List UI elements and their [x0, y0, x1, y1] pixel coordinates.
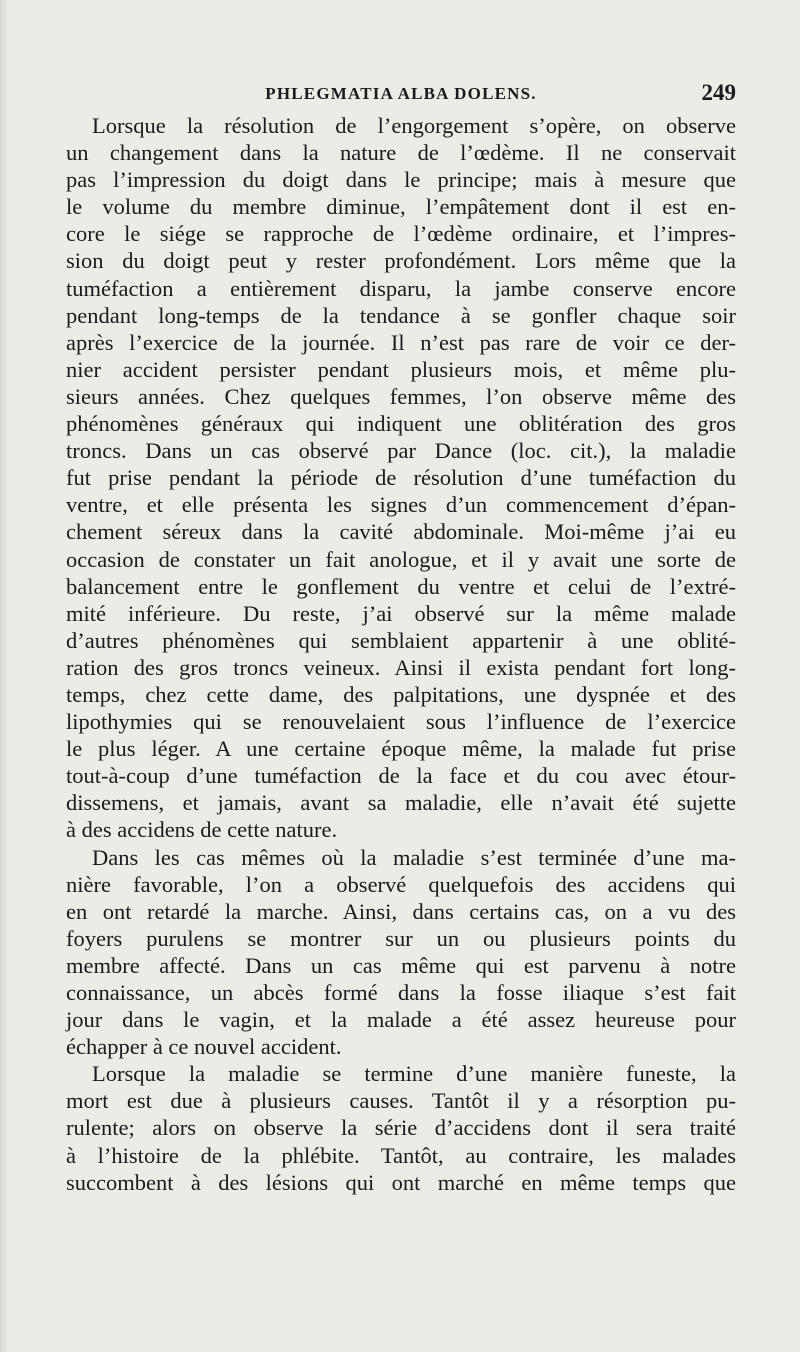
text-line: le volume du membre diminue, l’empâtement dont il est en-: [66, 194, 736, 220]
text-line: en ont retardé la marche. Ainsi, dans certains cas, on a vu des: [66, 898, 736, 924]
text-line: succombent à des lésions qui ont marché en même temps que: [66, 1169, 736, 1195]
page-header: [66, 80, 736, 110]
running-title: PHLEGMATIA ALBA DOLENS.: [265, 84, 537, 103]
text-line: connaissance, un abcès formé dans la fosse iliaque s’est fait: [66, 980, 736, 1005]
text-line: pas l’impression du doigt dans le principe; mais à mesure que: [66, 167, 736, 193]
page-edge-shadow: [0, 0, 8, 1352]
text-line: fut prise pendant la période de résolution d’une tuméfaction du: [66, 465, 736, 491]
text-line: le plus léger. A une certaine époque même, la malade fut prise: [66, 736, 736, 762]
text-line: sieurs années. Chez quelques femmes, l’on observe même des: [66, 383, 736, 409]
text-line: membre affecté. Dans un cas même qui est parvenu à notre: [66, 952, 736, 978]
text-line: échapper à ce nouvel accident.: [66, 1034, 342, 1060]
page-number: 249: [701, 80, 736, 105]
text-line: foyers purulens se montrer sur un ou plusieurs points du: [66, 925, 736, 951]
text-line: ration des gros troncs veineux. Ainsi il exista pendant fort long-: [66, 654, 736, 680]
text-line: un changement dans la nature de l’œdème. Il ne conservait: [66, 140, 736, 166]
text-line: tuméfaction a entièrement disparu, la jambe conserve encore: [66, 275, 736, 301]
text-line: occasion de constater un fait anologue, et il y avait une sorte de: [66, 546, 736, 572]
text-line: mort est due à plusieurs causes. Tantôt il y a résorption pu-: [66, 1088, 736, 1114]
text-line: troncs. Dans un cas observé par Dance (loc. cit.), la maladie: [66, 438, 736, 464]
text-line: jour dans le vagin, et la malade a été assez heureuse pour: [66, 1007, 736, 1033]
text-line: nier accident persister pendant plusieurs mois, et même plu-: [66, 356, 736, 382]
text-line: à des accidens de cette nature.: [66, 817, 338, 843]
text-line: d’autres phénomènes qui semblaient appartenir à une oblité-: [66, 627, 736, 653]
text-line: tout-à-coup d’une tuméfaction de la face et du cou avec étour-: [66, 763, 736, 789]
text-line: balancement entre le gonflement du ventre et celui de l’extré-: [66, 573, 736, 599]
text-line: phénomènes généraux qui indiquent une oblitération des gros: [66, 411, 736, 437]
text-line: Lorsque la maladie se termine d’une manière funeste, la: [92, 1061, 736, 1087]
text-line: après l’exercice de la journée. Il n’est pas rare de voir ce der-: [66, 329, 736, 355]
text-line: ventre, et elle présenta les signes d’un commencement d’épan-: [66, 492, 736, 518]
text-line: Dans les cas mêmes où la maladie s’est terminée d’une ma-: [92, 844, 736, 870]
text-line: dissemens, et jamais, avant sa maladie, elle n’avait été sujette: [66, 790, 736, 816]
text-line: nière favorable, l’on a observé quelquefois des accidens qui: [66, 871, 736, 897]
text-line: chement séreux dans la cavité abdominale. Moi-même j’ai eu: [66, 519, 736, 545]
text-line: mité inférieure. Du reste, j’ai observé sur la même malade: [66, 600, 736, 626]
text-line: temps, chez cette dame, des palpitations, une dyspnée et des: [66, 681, 736, 707]
text-line: pendant long-temps de la tendance à se gonfler chaque soir: [66, 302, 736, 328]
text-line: core le siége se rapproche de l’œdème ordinaire, et l’impres-: [66, 221, 736, 247]
body-text: [66, 112, 736, 1196]
text-line: lipothymies qui se renouvelaient sous l’influence de l’exercice: [66, 709, 736, 735]
text-line: sion du doigt peut y rester profondément. Lors même que la: [66, 248, 736, 274]
text-line: à l’histoire de la phlébite. Tantôt, au contraire, les malades: [66, 1142, 736, 1168]
text-line: rulente; alors on observe la série d’accidens dont il sera traité: [66, 1115, 736, 1141]
text-line: Lorsque la résolution de l’engorgement s’opère, on observe: [92, 113, 736, 138]
